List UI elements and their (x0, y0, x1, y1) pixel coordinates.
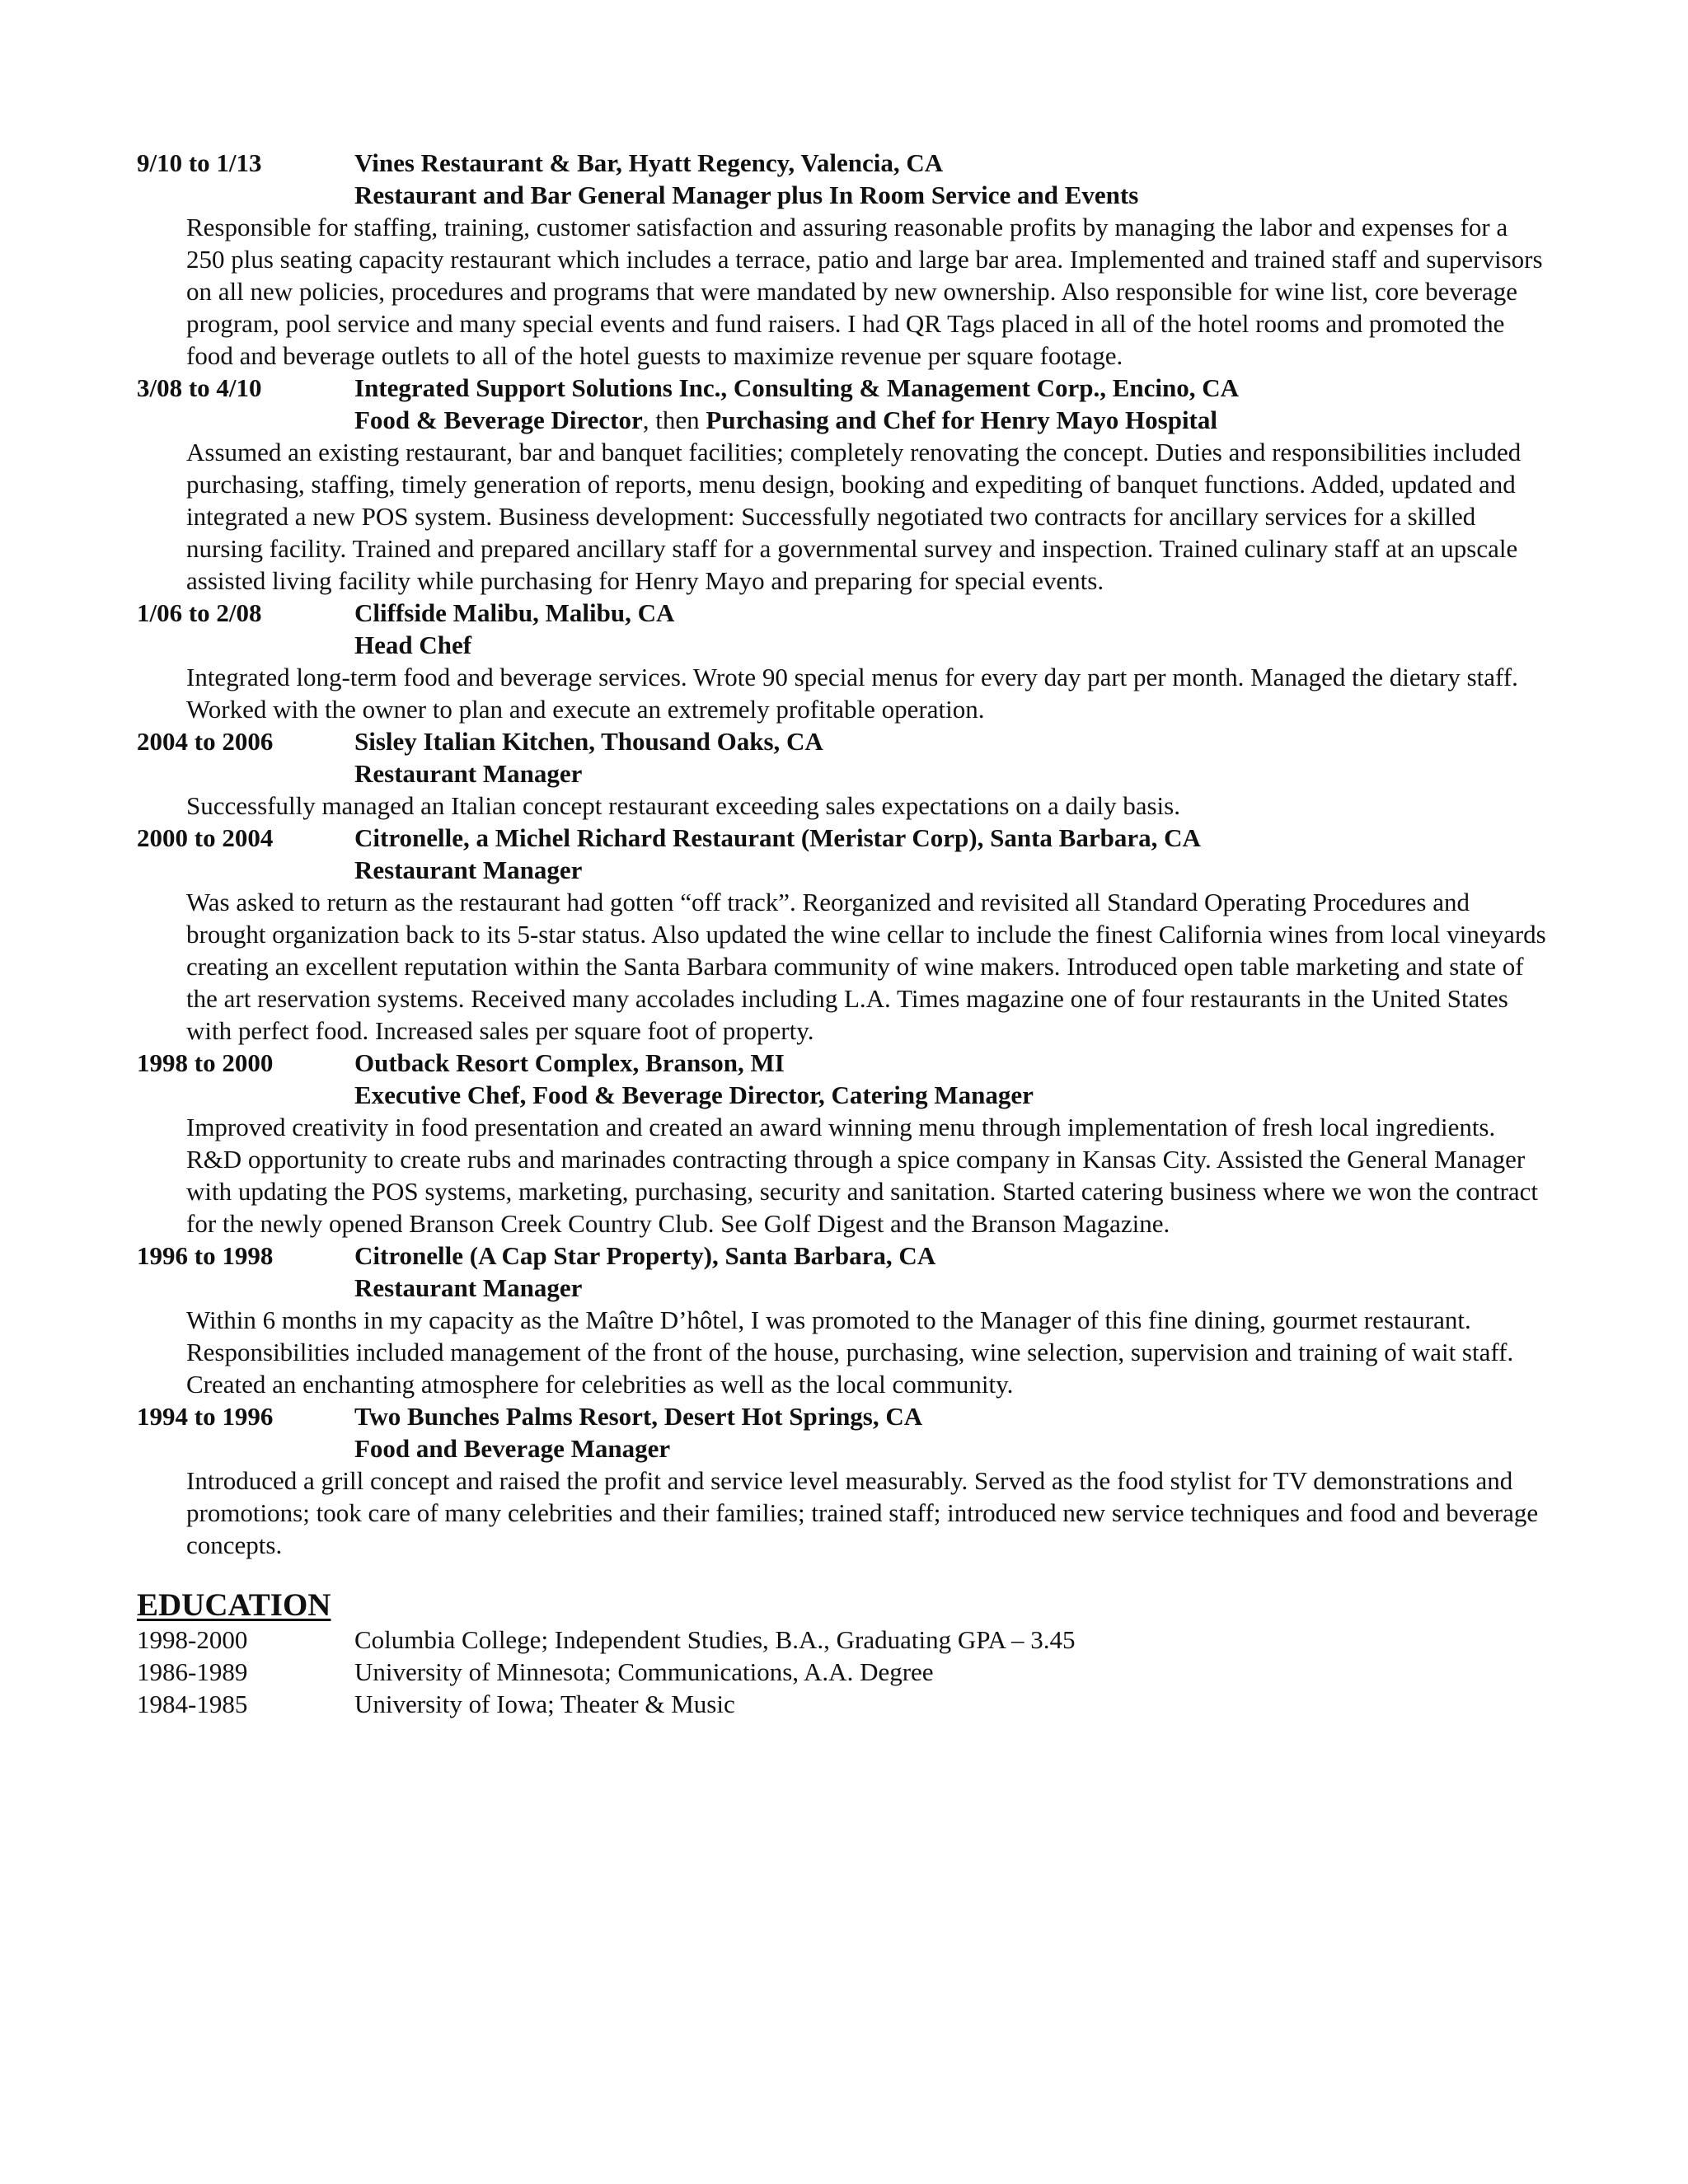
education-entry (137, 1624, 1538, 1656)
experience-title (354, 854, 1538, 886)
experience-title-part: , then (642, 405, 706, 434)
education-heading: EDUCATION (137, 1587, 331, 1623)
education-years: 1986-1989 (137, 1657, 248, 1686)
experience-description: Integrated long-term food and beverage services. Wrote 90 special menus for every day part per month. Managed the dietary staff. Worked with the owner to plan and execute an extremely profitable operation. (186, 663, 1518, 724)
education-section (137, 1587, 1538, 1720)
experience-title (354, 1272, 1538, 1304)
experience-description: Introduced a grill concept and raised the profit and service level measurably. Served as the food stylist for TV demonstrations and promotions; took care of many celebrities and their families; trained staff; introduced new service techniques and food and beverage concepts. (186, 1466, 1539, 1559)
experience-header (137, 822, 1538, 854)
experience-title-part: Restaurant Manager (354, 1273, 583, 1302)
experience-dates: 2004 to 2006 (137, 727, 274, 756)
experience-title (354, 757, 1538, 790)
experience-company: Integrated Support Solutions Inc., Consulting & Management Corp., Encino, CA (354, 373, 1240, 402)
experience-dates: 1996 to 1998 (137, 1241, 274, 1270)
experience-company: Outback Resort Complex, Branson, MI (354, 1048, 785, 1077)
experience-company: Cliffside Malibu, Malibu, CA (354, 598, 675, 627)
experience-dates: 9/10 to 1/13 (137, 148, 262, 177)
experience-dates: 3/08 to 4/10 (137, 373, 262, 402)
education-years: 1998-2000 (137, 1625, 248, 1654)
experience-header (137, 1240, 1538, 1272)
experience-description: Assumed an existing restaurant, bar and banquet facilities; completely renovating the concept. Duties and responsibilities included purchasing, staffing, timely generation of reports, menu design, booking and expediting of banquet functions. Added, updated and integrated a new POS system. Business development: Successfully negotiated two contracts for ancillary services for a skilled nursing facility. Trained and prepared ancillary staff for a governmental survey and inspection. Trained culinary staff at an upscale assisted living facility while purchasing for Henry Mayo and preparing for special events. (186, 438, 1522, 595)
experience-title-part: Food & Beverage Director (354, 405, 643, 434)
education-entry (137, 1656, 1538, 1688)
experience-entry (137, 725, 1538, 822)
experience-company: Citronelle, a Michel Richard Restaurant (Meristar Corp), Santa Barbara, CA (354, 823, 1201, 852)
experience-description: Within 6 months in my capacity as the Maître D’hôtel, I was promoted to the Manager of this fine dining, gourmet restaurant. Responsibilities included management of the front of the house, purchasing, wine selection, supervision and training of wait staff. Created an enchanting atmosphere for celebrities as well as the local community. (186, 1305, 1514, 1399)
experience-dates: 2000 to 2004 (137, 823, 274, 852)
experience-description: Responsible for staffing, training, customer satisfaction and assuring reasonable profits by managing the labor and expenses for a 250 plus seating capacity restaurant which includes a terrace, patio and large bar area. Implemented and trained staff and supervisors on all new policies, procedures and programs that were mandated by new ownership. Also responsible for wine list, core beverage program, pool service and many special events and fund raisers. I had QR Tags placed in all of the hotel rooms and promoted the food and beverage outlets to all of the hotel guests to maximize revenue per square footage. (186, 213, 1543, 370)
experience-header (137, 147, 1538, 179)
experience-title (354, 629, 1538, 661)
experience-entry (137, 1240, 1538, 1400)
education-years: 1984-1985 (137, 1690, 248, 1718)
experience-title-part: Head Chef (354, 630, 472, 659)
experience-dates: 1994 to 1996 (137, 1402, 274, 1431)
experience-header (137, 597, 1538, 629)
experience-title-part: Executive Chef, Food & Beverage Director, Catering Manager (354, 1080, 1034, 1109)
education-entry (137, 1688, 1538, 1720)
experience-entry (137, 597, 1538, 725)
experience-company: Citronelle (A Cap Star Property), Santa Barbara, CA (354, 1241, 936, 1270)
experience-title-part: Purchasing and Chef for Henry Mayo Hospital (706, 405, 1217, 434)
experience-header (137, 725, 1538, 757)
experience-company: Sisley Italian Kitchen, Thousand Oaks, CA (354, 727, 823, 756)
experience-entry (137, 822, 1546, 1047)
experience-title-part: Restaurant Manager (354, 855, 583, 884)
experience-title (354, 1079, 1538, 1111)
education-detail: University of Iowa; Theater & Music (354, 1690, 735, 1718)
experience-entry (137, 1400, 1538, 1561)
experience-title (354, 404, 1538, 436)
experience-dates: 1998 to 2000 (137, 1048, 274, 1077)
experience-entry (137, 1047, 1538, 1240)
education-list (137, 1624, 1538, 1720)
experience-title-part: Restaurant Manager (354, 759, 583, 788)
experience-entry (137, 147, 1543, 372)
experience-title (354, 1432, 1538, 1465)
experience-company: Two Bunches Palms Resort, Desert Hot Springs, CA (354, 1402, 923, 1431)
experience-section (137, 147, 1546, 1561)
experience-header (137, 372, 1538, 404)
education-detail: Columbia College; Independent Studies, B.A., Graduating GPA – 3.45 (354, 1625, 1076, 1654)
experience-title-part: Restaurant and Bar General Manager plus In Room Service and Events (354, 180, 1139, 209)
experience-description: Was asked to return as the restaurant had gotten “off track”. Reorganized and revisited all Standard Operating Procedures and brought organization back to its 5-star status. Also updated the wine cellar to include the finest California wines from local vineyards creating an excellent reputation within the Santa Barbara community of wine makers. Introduced open table marketing and state of the art reservation systems. Received many accolades including L.A. Times magazine one of four restaurants in the United States with perfect food. Increased sales per square foot of property. (186, 888, 1546, 1045)
experience-header (137, 1400, 1538, 1432)
education-detail: University of Minnesota; Communications, A.A. Degree (354, 1657, 934, 1686)
experience-header (137, 1047, 1538, 1079)
experience-dates: 1/06 to 2/08 (137, 598, 262, 627)
experience-entry (137, 372, 1538, 597)
experience-description: Successfully managed an Italian concept restaurant exceeding sales expectations on a daily basis. (186, 791, 1180, 820)
experience-description: Improved creativity in food presentation and created an award winning menu through implementation of fresh local ingredients. R&D opportunity to create rubs and marinades contracting through a spice company in Kansas City. Assisted the General Manager with updating the POS systems, marketing, purchasing, security and sanitation. Started catering business where we won the contract for the newly opened Branson Creek Country Club. See Golf Digest and the Branson Magazine. (186, 1113, 1539, 1238)
resume-content (137, 147, 1546, 1720)
experience-title-part: Food and Beverage Manager (354, 1434, 671, 1463)
experience-title (354, 179, 1538, 211)
experience-company: Vines Restaurant & Bar, Hyatt Regency, Valencia, CA (354, 148, 944, 177)
